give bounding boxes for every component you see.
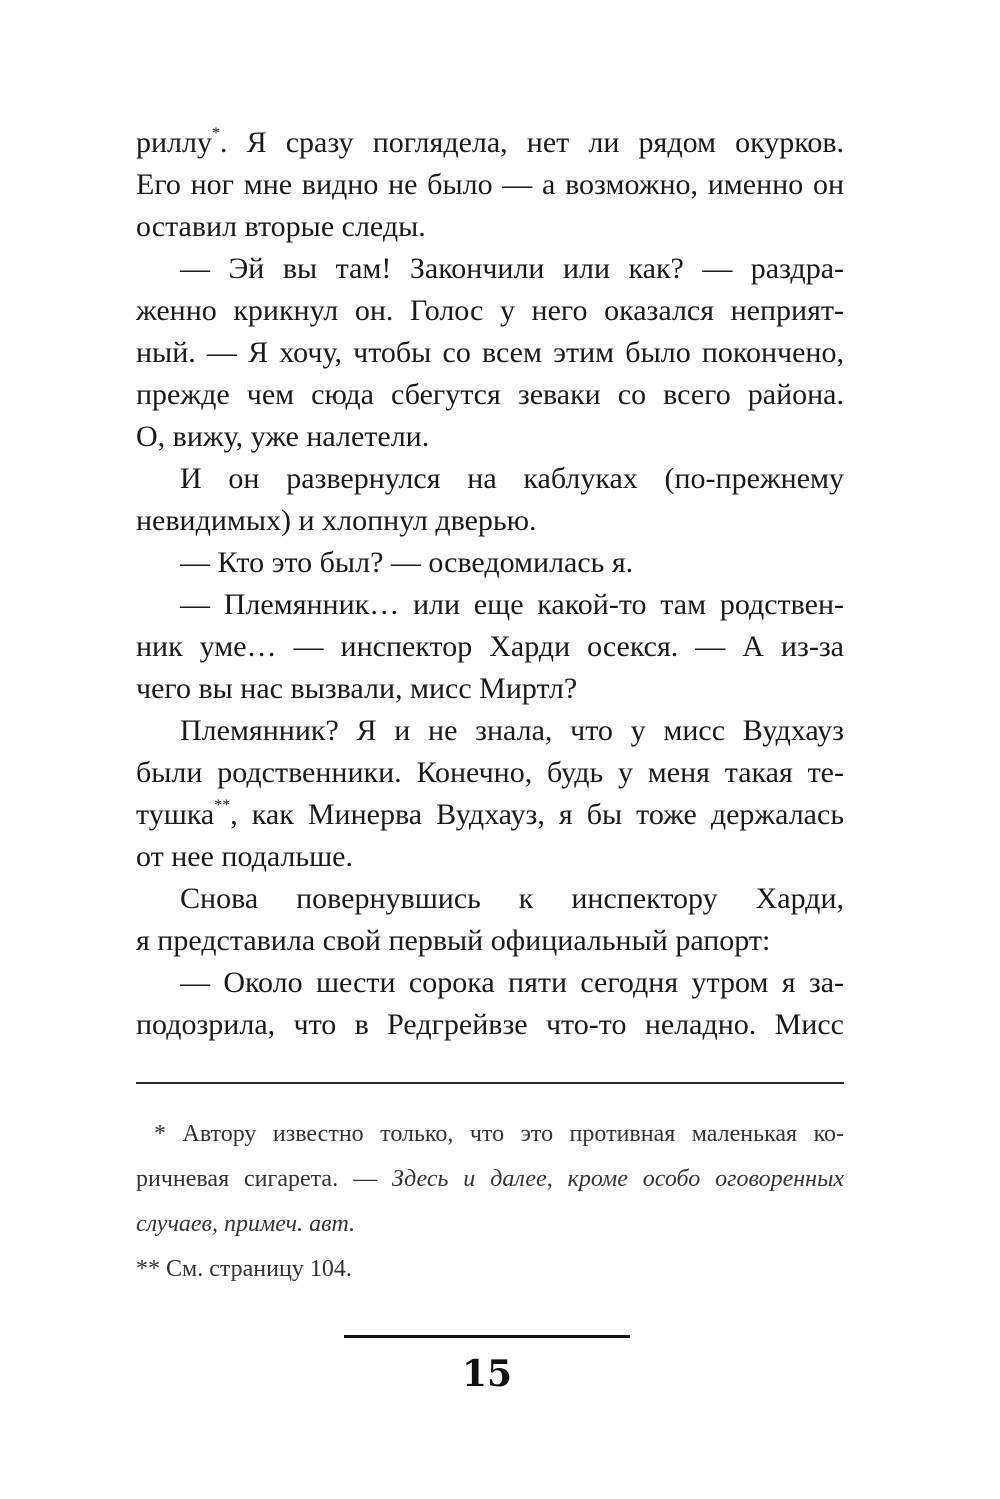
text-line: прежде чем сюда сбегутся зеваки со всего района.	[136, 378, 844, 411]
text-line: — Племянник… или еще какой-то там родствен-	[180, 588, 844, 621]
text-line: женно крикнул он. Голос у него оказался неприят-	[136, 294, 844, 327]
text-line: подозрила, что в Редгрейвзе что-то неладно. Мисс	[136, 1008, 844, 1041]
text-line: чего вы нас вызвали, мисс Миртл?	[136, 672, 578, 705]
paragraph	[136, 962, 844, 1046]
footnote-ref-1: *	[212, 125, 220, 142]
paragraph	[136, 248, 844, 458]
text-line: Племянник? Я и не знала, что у мисс Вудхауз	[180, 714, 844, 747]
text-line: — Кто это был? — осведомилась я.	[180, 546, 634, 579]
paragraph	[136, 584, 844, 710]
paragraph	[136, 122, 844, 248]
text-line: от нее подальше.	[136, 840, 354, 873]
paragraph	[136, 542, 844, 584]
text-line: И он развернулся на каблуках (по-прежнему	[180, 462, 844, 495]
body-text	[136, 122, 844, 1046]
footnote-italic: Здесь и далее, кроме особо оговоренных	[391, 1166, 844, 1192]
text-line: тушка**, как Минерва Вудхауз, я бы тоже держалась	[136, 797, 844, 831]
text-line: Его ног мне видно не было — а возможно, именно он	[136, 168, 844, 201]
paragraph	[136, 878, 844, 962]
text-line: я представила свой первый официальный рапорт:	[136, 924, 771, 957]
text-line: ник уме… — инспектор Харди осекся. — А из-за	[136, 630, 844, 663]
footnote-1-line	[136, 1202, 844, 1247]
text-line: — Эй вы там! Закончили или как? — раздра-	[180, 252, 844, 285]
text-line: риллу*. Я сразу поглядела, нет ли рядом окурков.	[136, 125, 844, 159]
footnote-1-line: ричневая сигарета. — Здесь и далее, кроме особо оговоренных	[136, 1166, 844, 1192]
paragraph	[136, 458, 844, 542]
footnote-ref-2: **	[214, 797, 231, 814]
page-number: 15	[461, 1353, 513, 1395]
text-line: ный. — Я хочу, чтобы со всем этим было покончено,	[136, 336, 844, 369]
text-line: невидимых) и хлопнул дверью.	[136, 504, 537, 537]
text-line: оставил вторые следы.	[136, 210, 426, 243]
footnote-1-line: * Автору известно только, что это противная маленькая ко-	[154, 1121, 844, 1147]
footnote-italic: случаев, примеч. авт.	[136, 1211, 356, 1237]
footnote-divider	[136, 1082, 844, 1084]
text-line: О, вижу, уже налетели.	[136, 420, 430, 453]
footnotes	[136, 1112, 844, 1292]
footnote-2: ** См. страницу 104.	[136, 1256, 352, 1282]
text-line: были родственники. Конечно, будь у меня такая те-	[136, 756, 844, 789]
page-number-rule	[344, 1335, 630, 1338]
text-line: Снова повернувшись к инспектору Харди,	[180, 882, 844, 915]
paragraph	[136, 710, 844, 878]
text-line: — Около шести сорока пяти сегодня утром я за-	[180, 966, 844, 999]
